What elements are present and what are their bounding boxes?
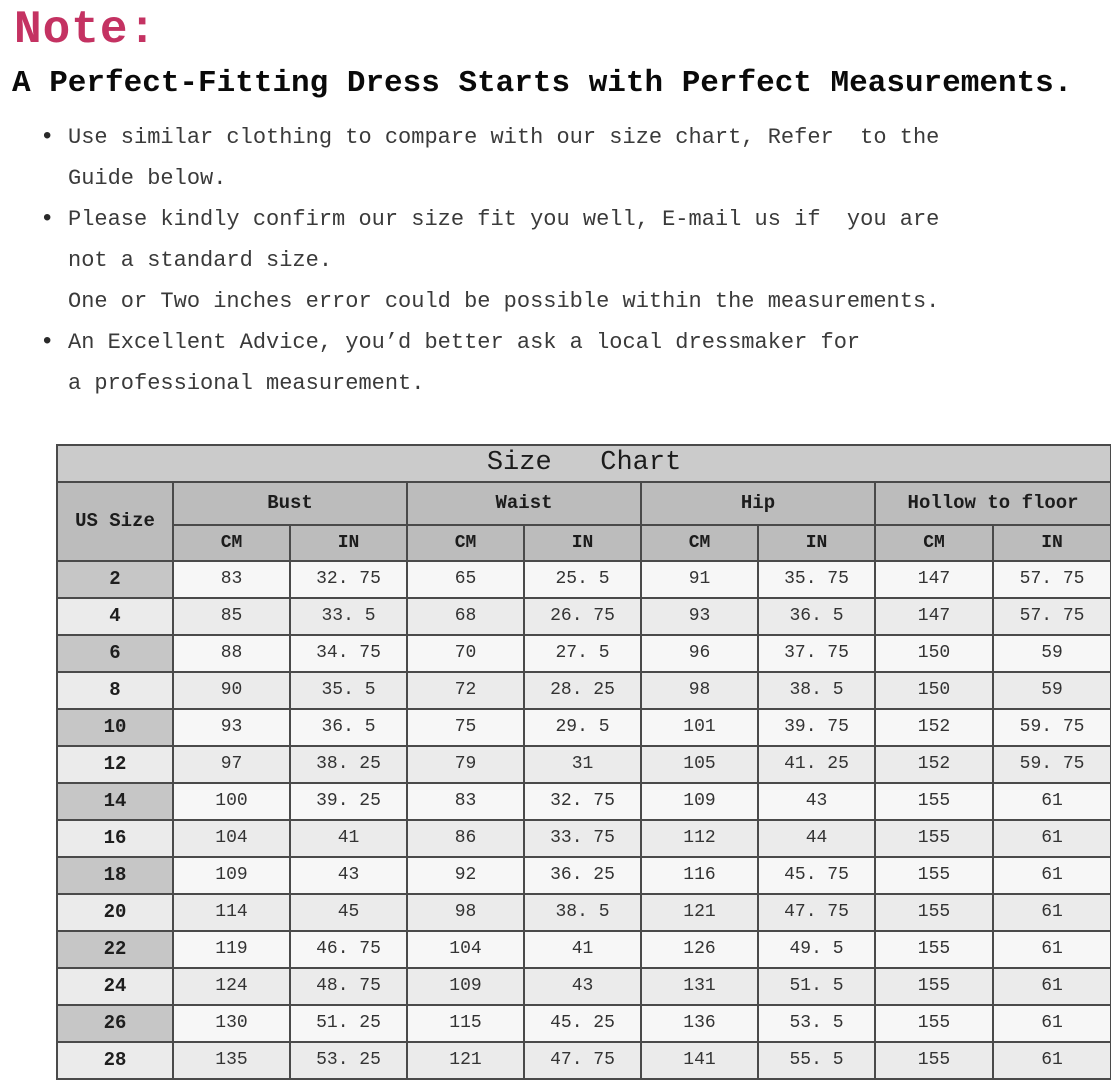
- measurement-cell: 136: [641, 1005, 758, 1042]
- measurement-cell: 155: [875, 1005, 993, 1042]
- measurement-cell: 96: [641, 635, 758, 672]
- measurement-cell: 152: [875, 709, 993, 746]
- measurement-cell: 115: [407, 1005, 524, 1042]
- measurement-cell: 61: [993, 820, 1111, 857]
- measurement-cell: 104: [407, 931, 524, 968]
- group-header-waist: Waist: [407, 482, 641, 525]
- us-size-cell: 26: [57, 1005, 173, 1042]
- measurement-cell: 75: [407, 709, 524, 746]
- corner-header-us-size: US Size: [57, 482, 173, 561]
- bullet-line: not a standard size.: [68, 247, 333, 273]
- measurement-cell: 155: [875, 1042, 993, 1079]
- bullet-list: [40, 117, 1111, 404]
- bullet-line: Use similar clothing to compare with our size chart, Refer to the: [68, 124, 940, 150]
- measurement-cell: 39. 25: [290, 783, 407, 820]
- measurement-cell: 25. 5: [524, 561, 641, 598]
- measurement-cell: 51. 25: [290, 1005, 407, 1042]
- measurement-cell: 45: [290, 894, 407, 931]
- bullet-item: [40, 199, 1111, 322]
- measurement-cell: 61: [993, 968, 1111, 1005]
- table-row: [57, 561, 1111, 598]
- measurement-cell: 65: [407, 561, 524, 598]
- unit-header: CM: [875, 525, 993, 561]
- unit-header: CM: [641, 525, 758, 561]
- measurement-cell: 61: [993, 857, 1111, 894]
- measurement-cell: 37. 75: [758, 635, 875, 672]
- measurement-cell: 97: [173, 746, 290, 783]
- measurement-cell: 57. 75: [993, 598, 1111, 635]
- measurement-cell: 47. 75: [524, 1042, 641, 1079]
- measurement-cell: 32. 75: [524, 783, 641, 820]
- bullet-dot-icon: •: [40, 123, 55, 151]
- us-size-cell: 6: [57, 635, 173, 672]
- measurement-cell: 90: [173, 672, 290, 709]
- measurement-cell: 88: [173, 635, 290, 672]
- measurement-cell: 53. 25: [290, 1042, 407, 1079]
- bullet-item: [40, 322, 1111, 404]
- measurement-cell: 155: [875, 820, 993, 857]
- measurement-cell: 98: [641, 672, 758, 709]
- table-row: [57, 931, 1111, 968]
- measurement-cell: 33. 5: [290, 598, 407, 635]
- us-size-cell: 22: [57, 931, 173, 968]
- us-size-cell: 4: [57, 598, 173, 635]
- measurement-cell: 38. 5: [524, 894, 641, 931]
- bullet-line: Guide below.: [68, 165, 227, 191]
- measurement-cell: 150: [875, 635, 993, 672]
- bullet-item: [40, 117, 1111, 199]
- measurement-cell: 38. 25: [290, 746, 407, 783]
- measurement-cell: 109: [173, 857, 290, 894]
- measurement-cell: 152: [875, 746, 993, 783]
- measurement-cell: 61: [993, 1042, 1111, 1079]
- unit-header: IN: [993, 525, 1111, 561]
- measurement-cell: 35. 5: [290, 672, 407, 709]
- measurement-cell: 100: [173, 783, 290, 820]
- measurement-cell: 112: [641, 820, 758, 857]
- unit-header: CM: [173, 525, 290, 561]
- measurement-cell: 68: [407, 598, 524, 635]
- measurement-cell: 124: [173, 968, 290, 1005]
- measurement-cell: 61: [993, 894, 1111, 931]
- measurement-cell: 150: [875, 672, 993, 709]
- measurement-cell: 61: [993, 1005, 1111, 1042]
- measurement-cell: 92: [407, 857, 524, 894]
- measurement-cell: 83: [173, 561, 290, 598]
- us-size-cell: 2: [57, 561, 173, 598]
- measurement-cell: 51. 5: [758, 968, 875, 1005]
- table-row: [57, 598, 1111, 635]
- measurement-cell: 46. 75: [290, 931, 407, 968]
- measurement-cell: 155: [875, 894, 993, 931]
- size-table-body: [57, 561, 1111, 1079]
- bullet-line: An Excellent Advice, you’d better ask a local dressmaker for: [68, 329, 861, 355]
- measurement-cell: 70: [407, 635, 524, 672]
- bullet-lines: [68, 322, 1111, 404]
- measurement-cell: 53. 5: [758, 1005, 875, 1042]
- measurement-cell: 105: [641, 746, 758, 783]
- size-chart-table: [56, 444, 1111, 1080]
- table-row: [57, 746, 1111, 783]
- table-group-header-row: [57, 482, 1111, 525]
- measurement-cell: 126: [641, 931, 758, 968]
- measurement-cell: 32. 75: [290, 561, 407, 598]
- measurement-cell: 43: [524, 968, 641, 1005]
- measurement-cell: 59. 75: [993, 746, 1111, 783]
- measurement-cell: 43: [290, 857, 407, 894]
- table-row: [57, 1042, 1111, 1079]
- table-row: [57, 820, 1111, 857]
- measurement-cell: 33. 75: [524, 820, 641, 857]
- measurement-cell: 48. 75: [290, 968, 407, 1005]
- measurement-cell: 98: [407, 894, 524, 931]
- measurement-cell: 39. 75: [758, 709, 875, 746]
- bullet-line: a professional measurement.: [68, 370, 425, 396]
- measurement-cell: 61: [993, 931, 1111, 968]
- us-size-cell: 28: [57, 1042, 173, 1079]
- measurement-cell: 41. 25: [758, 746, 875, 783]
- measurement-cell: 61: [993, 783, 1111, 820]
- measurement-cell: 27. 5: [524, 635, 641, 672]
- table-row: [57, 635, 1111, 672]
- us-size-cell: 24: [57, 968, 173, 1005]
- measurement-cell: 59: [993, 635, 1111, 672]
- measurement-cell: 131: [641, 968, 758, 1005]
- measurement-cell: 45. 25: [524, 1005, 641, 1042]
- us-size-cell: 16: [57, 820, 173, 857]
- bullet-lines: [68, 117, 1111, 199]
- measurement-cell: 121: [407, 1042, 524, 1079]
- measurement-cell: 101: [641, 709, 758, 746]
- measurement-cell: 49. 5: [758, 931, 875, 968]
- measurement-cell: 59: [993, 672, 1111, 709]
- measurement-cell: 119: [173, 931, 290, 968]
- measurement-cell: 135: [173, 1042, 290, 1079]
- measurement-cell: 45. 75: [758, 857, 875, 894]
- measurement-cell: 93: [641, 598, 758, 635]
- measurement-cell: 121: [641, 894, 758, 931]
- measurement-cell: 130: [173, 1005, 290, 1042]
- measurement-cell: 59. 75: [993, 709, 1111, 746]
- table-row: [57, 709, 1111, 746]
- measurement-cell: 28. 25: [524, 672, 641, 709]
- measurement-cell: 141: [641, 1042, 758, 1079]
- table-row: [57, 894, 1111, 931]
- unit-header: CM: [407, 525, 524, 561]
- measurement-cell: 57. 75: [993, 561, 1111, 598]
- measurement-cell: 116: [641, 857, 758, 894]
- table-row: [57, 968, 1111, 1005]
- table-title: Size Chart: [57, 445, 1111, 482]
- page-heading: A Perfect-Fitting Dress Starts with Perfect Measurements.: [12, 65, 1073, 101]
- measurement-cell: 147: [875, 561, 993, 598]
- measurement-cell: 36. 5: [758, 598, 875, 635]
- bullet-line: One or Two inches error could be possible within the measurements.: [68, 288, 940, 314]
- group-header-hollow-to-floor: Hollow to floor: [875, 482, 1111, 525]
- measurement-cell: 155: [875, 783, 993, 820]
- measurement-cell: 155: [875, 931, 993, 968]
- table-row: [57, 672, 1111, 709]
- measurement-cell: 38. 5: [758, 672, 875, 709]
- measurement-cell: 26. 75: [524, 598, 641, 635]
- measurement-cell: 34. 75: [290, 635, 407, 672]
- measurement-cell: 83: [407, 783, 524, 820]
- us-size-cell: 12: [57, 746, 173, 783]
- measurement-cell: 36. 5: [290, 709, 407, 746]
- measurement-cell: 104: [173, 820, 290, 857]
- measurement-cell: 41: [524, 931, 641, 968]
- measurement-cell: 155: [875, 968, 993, 1005]
- us-size-cell: 10: [57, 709, 173, 746]
- us-size-cell: 20: [57, 894, 173, 931]
- measurement-cell: 93: [173, 709, 290, 746]
- unit-header: IN: [290, 525, 407, 561]
- bullet-lines: [68, 199, 1111, 322]
- bullet-line: Please kindly confirm our size fit you well, E-mail us if you are: [68, 206, 940, 232]
- bullet-dot-icon: •: [40, 205, 55, 233]
- measurement-cell: 35. 75: [758, 561, 875, 598]
- measurement-cell: 147: [875, 598, 993, 635]
- table-title-row: [57, 445, 1111, 482]
- unit-header: IN: [758, 525, 875, 561]
- us-size-cell: 14: [57, 783, 173, 820]
- group-header-bust: Bust: [173, 482, 407, 525]
- measurement-cell: 114: [173, 894, 290, 931]
- us-size-cell: 8: [57, 672, 173, 709]
- measurement-cell: 109: [407, 968, 524, 1005]
- measurement-cell: 44: [758, 820, 875, 857]
- us-size-cell: 18: [57, 857, 173, 894]
- measurement-cell: 29. 5: [524, 709, 641, 746]
- measurement-cell: 36. 25: [524, 857, 641, 894]
- note-title: Note:: [14, 4, 158, 56]
- measurement-cell: 109: [641, 783, 758, 820]
- group-header-hip: Hip: [641, 482, 875, 525]
- bullet-dot-icon: •: [40, 328, 55, 356]
- measurement-cell: 47. 75: [758, 894, 875, 931]
- measurement-cell: 155: [875, 857, 993, 894]
- unit-header: IN: [524, 525, 641, 561]
- measurement-cell: 86: [407, 820, 524, 857]
- table-row: [57, 1005, 1111, 1042]
- measurement-cell: 41: [290, 820, 407, 857]
- table-row: [57, 783, 1111, 820]
- table-row: [57, 857, 1111, 894]
- measurement-cell: 31: [524, 746, 641, 783]
- table-unit-header-row: [57, 525, 1111, 561]
- measurement-cell: 91: [641, 561, 758, 598]
- measurement-cell: 72: [407, 672, 524, 709]
- measurement-cell: 79: [407, 746, 524, 783]
- measurement-cell: 43: [758, 783, 875, 820]
- measurement-cell: 55. 5: [758, 1042, 875, 1079]
- measurement-cell: 85: [173, 598, 290, 635]
